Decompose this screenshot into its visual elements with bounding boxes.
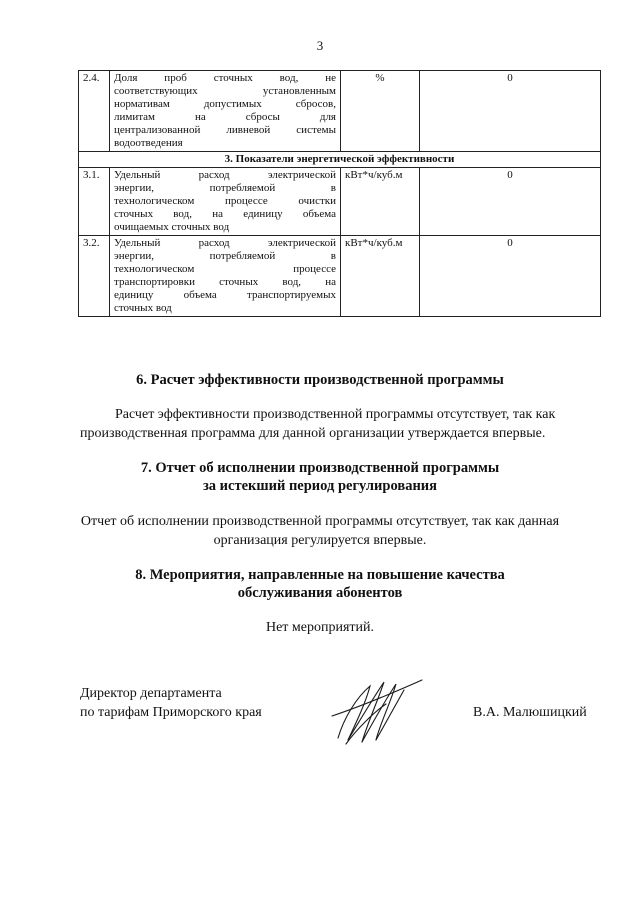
section-heading: 3. Показатели энергетической эффективности (79, 152, 601, 168)
row-value: 0 (420, 71, 601, 152)
handwritten-signature (326, 668, 426, 753)
desc-line: энергии, потребляемой в (114, 182, 336, 194)
table-row (79, 168, 601, 236)
desc-line: соответствующих установленным (114, 85, 336, 97)
row-unit: кВт*ч/куб.м (341, 236, 420, 317)
row-number: 3.1. (79, 168, 110, 236)
section8-text: Нет мероприятий. (265, 620, 375, 635)
table-row (79, 236, 601, 317)
desc-line: централизованной ливневой системы (114, 124, 336, 136)
desc-line: технологическом процессе (114, 263, 336, 275)
desc-line: энергии, потребляемой в (114, 250, 336, 262)
metrics-table (78, 70, 601, 317)
desc-line: нормативам допустимых сбросов, (114, 98, 336, 110)
row-description (110, 168, 341, 236)
section7-title-line2: за истекший период регулирования (202, 478, 438, 494)
desc-line: Доля проб сточных вод, не (114, 72, 336, 84)
section7-text-line2: организация регулируется впервые. (213, 533, 427, 548)
row-value: 0 (420, 168, 601, 236)
desc-line: единицу объема транспортируемых (114, 289, 336, 301)
desc-line: лимитам на сбросы для (114, 111, 336, 123)
section6-text-line1: Расчет эффективности производственной программы отсутствует, так как (115, 407, 556, 422)
signature-icon (326, 668, 426, 748)
table-section-row (79, 152, 601, 168)
section6-text-line2: производственная программа для данной организации утверждается впервые. (80, 426, 546, 441)
section7-text-line1: Отчет об исполнении производственной программы отсутствует, так как данная (80, 514, 560, 529)
desc-line: сточных вод (114, 302, 172, 314)
section8-title-line2: обслуживания абонентов (237, 585, 403, 601)
signatory-name: В.А. Малюшицкий (473, 705, 587, 720)
desc-line: технологическом процессе очистки (114, 195, 336, 207)
position-line: Директор департамента (80, 686, 222, 701)
row-number: 3.2. (79, 236, 110, 317)
row-unit: кВт*ч/куб.м (341, 168, 420, 236)
row-description (110, 236, 341, 317)
section7-title-line1: 7. Отчет об исполнении производственной программы (140, 460, 500, 476)
desc-line: водоотведения (114, 137, 183, 149)
row-value: 0 (420, 236, 601, 317)
desc-line: транспортировки сточных вод, на (114, 276, 336, 288)
row-unit: % (341, 71, 420, 152)
signatory-position (80, 684, 262, 722)
row-number: 2.4. (79, 71, 110, 152)
desc-line: Удельный расход электрической (114, 237, 336, 249)
row-description (110, 71, 341, 152)
desc-line: очищаемых сточных вод (114, 221, 230, 233)
table-row (79, 71, 601, 152)
page-number: 3 (316, 38, 324, 53)
section6-title: 6. Расчет эффективности производственной программы (136, 372, 504, 388)
desc-line: сточных вод, на единицу объема (114, 208, 336, 220)
position-line: по тарифам Приморского края (80, 705, 262, 720)
section8-title-line1: 8. Мероприятия, направленные на повышение качества (135, 567, 505, 583)
desc-line: Удельный расход электрической (114, 169, 336, 181)
